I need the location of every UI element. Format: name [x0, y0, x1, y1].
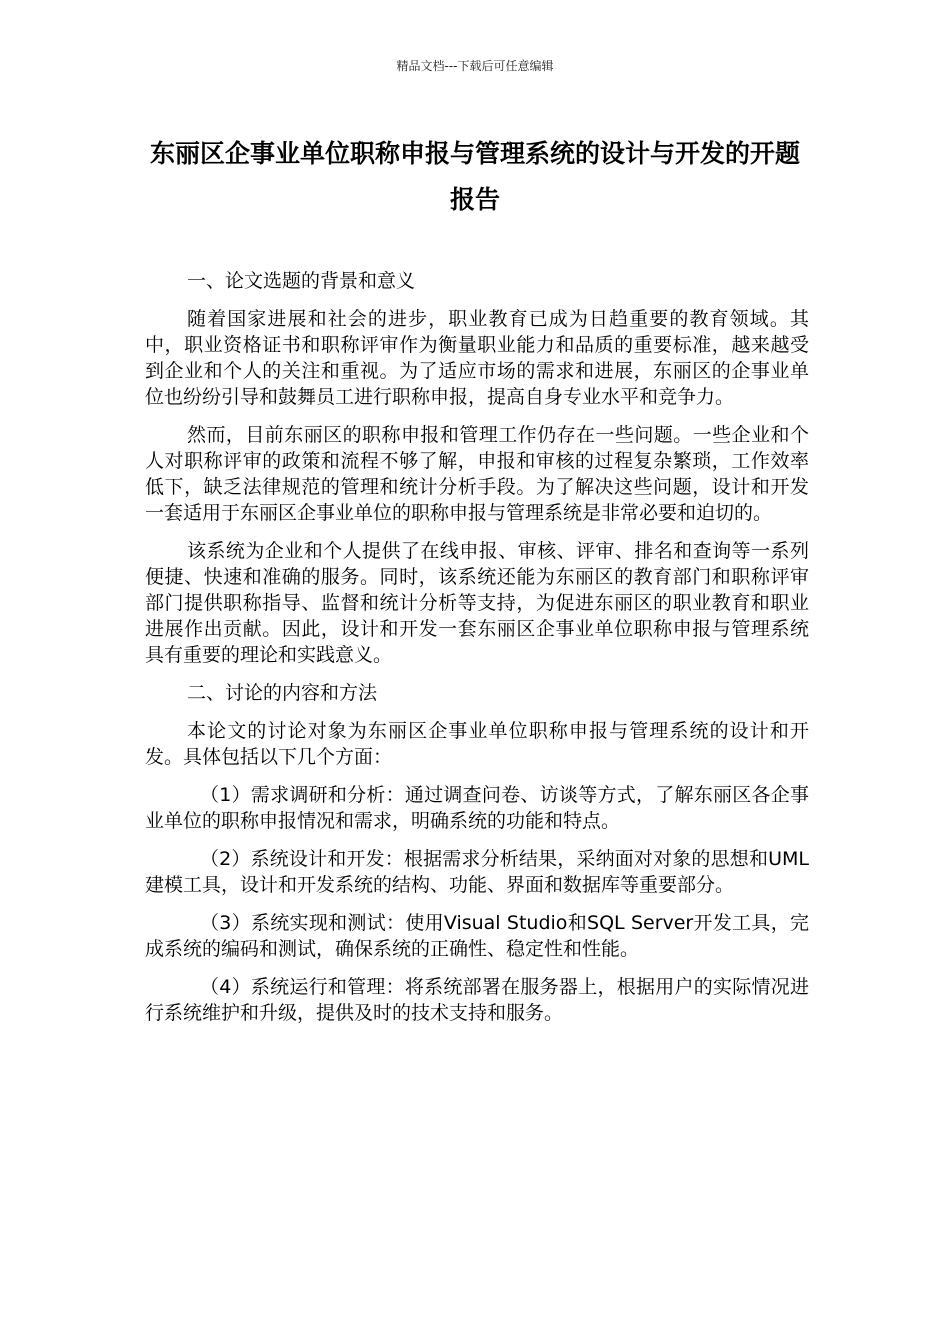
paragraph: 本论文的讨论对象为东丽区企事业单位职称申报与管理系统的设计和开发。具体包括以下几个方面：	[145, 720, 809, 768]
section-heading-background: 一、论文选题的背景和意义	[187, 270, 416, 292]
document-body	[145, 268, 809, 1038]
paragraph: 该系统为企业和个人提供了在线申报、审核、评审、排名和查询等一系列便捷、快速和准确的服务。同时，该系统还能为东丽区的教育部门和职称评审部门提供职称指导、监督和统计分析等支持，为促进东丽区的职业教育和职业进展作出贡献。因此，设计和开发一套东丽区企事业单位职称申报与管理系统具有重要的理论和实践意义。	[145, 540, 809, 666]
page-title: 东丽区企事业单位职称申报与管理系统的设计与开发的开题报告	[149, 139, 800, 214]
list-item: （2）系统设计和开发：根据需求分析结果，采纳面对对象的思想和UML建模工具，设计和开发系统的结构、功能、界面和数据库等重要部分。	[145, 848, 809, 896]
list-item: （4）系统运行和管理：将系统部署在服务器上，根据用户的实际情况进行系统维护和升级，提供及时的技术支持和服务。	[145, 976, 809, 1024]
list-item: （3）系统实现和测试：使用Visual Studio和SQL Server开发工具，完成系统的编码和测试，确保系统的正确性、稳定性和性能。	[145, 912, 809, 960]
paragraph: 然而，目前东丽区的职称申报和管理工作仍存在一些问题。一些企业和个人对职称评审的政策和流程不够了解，申报和审核的过程复杂繁琐，工作效率低下，缺乏法律规范的管理和统计分析手段。为了解决这些问题，设计和开发一套适用于东丽区企事业单位的职称申报与管理系统是非常必要和迫切的。	[145, 424, 809, 524]
list-item: （1）需求调研和分析：通过调查问卷、访谈等方式，了解东丽区各企事业单位的职称申报情况和需求，明确系统的功能和特点。	[145, 784, 809, 832]
header-note: 精品文档---下载后可任意编辑	[396, 59, 554, 73]
paragraph: 随着国家进展和社会的进步，职业教育已成为日趋重要的教育领域。其中，职业资格证书和职称评审作为衡量职业能力和品质的重要标准，越来越受到企业和个人的关注和重视。为了适应市场的需求和进展，东丽区的企事业单位也纷纷引导和鼓舞员工进行职称申报，提高自身专业水平和竞争力。	[145, 308, 809, 408]
section-heading-content-methods: 二、讨论的内容和方法	[187, 682, 378, 704]
